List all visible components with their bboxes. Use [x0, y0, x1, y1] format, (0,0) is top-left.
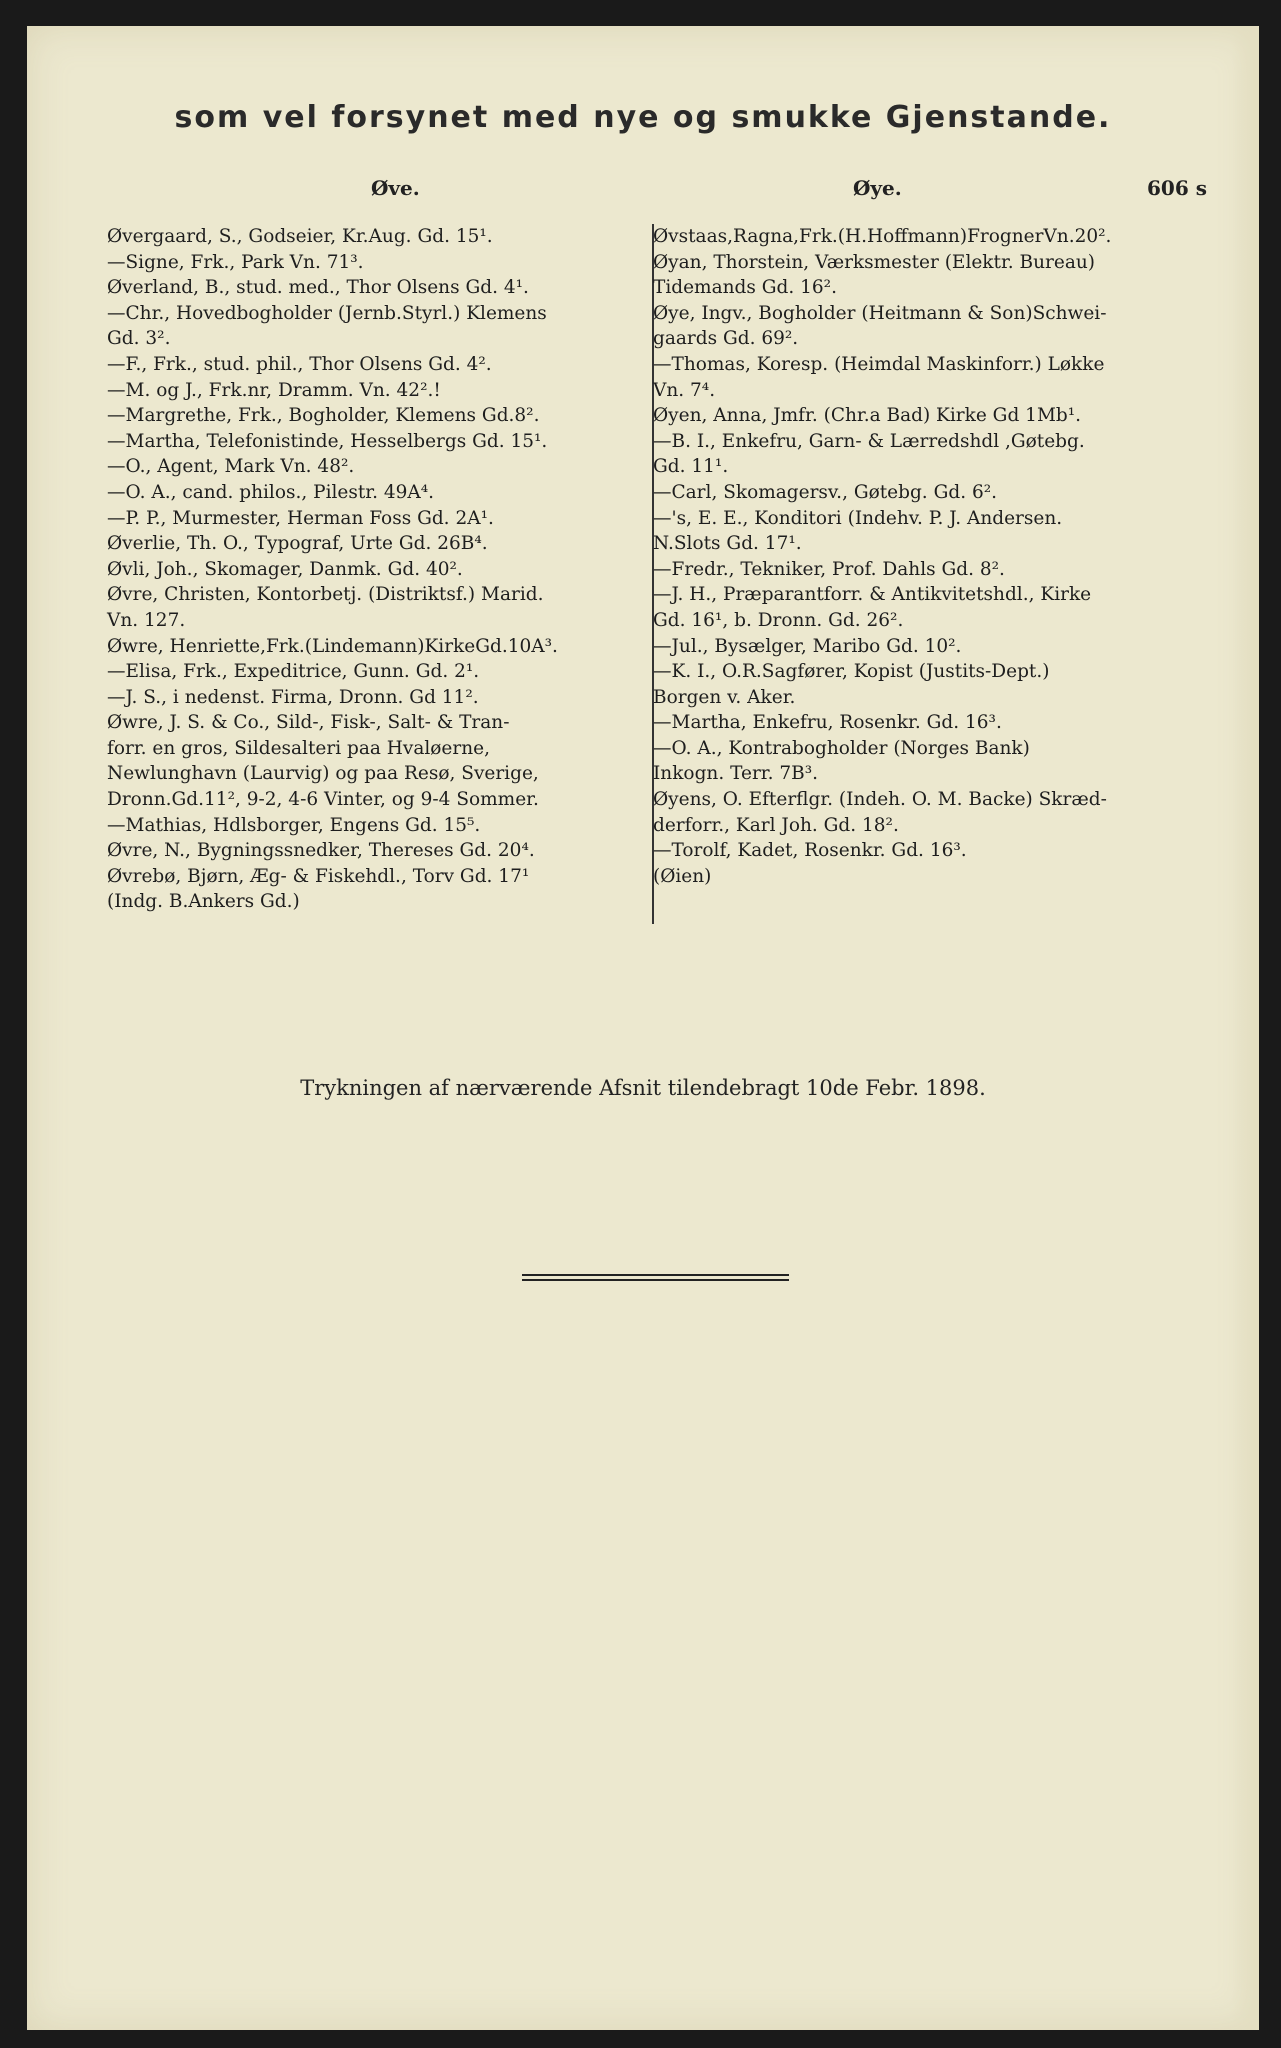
directory-entry-line: —O. A., Kontrabogholder (Norges Bank) [653, 737, 1030, 759]
left-column [107, 224, 677, 915]
directory-entry-line: forr. en gros, Sildesalteri paa Hvaløerne, [107, 737, 490, 759]
directory-entry-line: —Martha, Enkefru, Rosenkr. Gd. 16³. [653, 712, 1002, 734]
directory-entry-line: Inkogn. Terr. 7B³. [653, 763, 819, 785]
directory-entry-line: —O. A., cand. philos., Pilestr. 49A⁴. [107, 481, 435, 503]
directory-entry-line: Øye, Ingv., Bogholder (Heitmann & Son)Schwei- [653, 302, 1107, 324]
directory-entry-line: Øverlie, Th. O., Typograf, Urte Gd. 26B⁴. [107, 533, 488, 555]
directory-entry-line: Øvre, Christen, Kontorbetj. (Distriktsf.) Marid. [107, 584, 544, 606]
directory-entry-line: (Øien) [653, 865, 712, 887]
directory-entry-line: —Mathias, Hdlsborger, Engens Gd. 15⁵. [107, 814, 481, 836]
directory-entry-line: Øwre, Henriette,Frk.(Lindemann)KirkeGd.10A³. [107, 635, 558, 657]
advertisement-banner: som vel forsynet med nye og smukke Gjenstande. [174, 100, 1112, 135]
directory-entry-line: —Torolf, Kadet, Rosenkr. Gd. 16³. [653, 840, 967, 862]
directory-entry-line: Tidemands Gd. 16². [653, 277, 837, 299]
directory-entry-line: —Elisa, Frk., Expeditrice, Gunn. Gd. 2¹. [107, 661, 480, 683]
directory-entry-line: Øvre, N., Bygningssnedker, Thereses Gd. 20⁴. [107, 840, 535, 862]
page-number: 606 s [1147, 176, 1207, 200]
directory-entry-line: Borgen v. Aker. [653, 686, 796, 708]
directory-entry-line: —P. P., Murmester, Herman Foss Gd. 2A¹. [107, 507, 494, 529]
directory-entry-line: —J. H., Præparantforr. & Antikvitetshdl., Kirke [653, 584, 1092, 606]
directory-entry-line: gaards Gd. 69². [653, 328, 799, 350]
directory-entry-line: —B. I., Enkefru, Garn- & Lærredshdl ,Gøtebg. [653, 430, 1085, 452]
directory-entry-line: —Chr., Hovedbogholder (Jernb.Styrl.) Klemens [107, 302, 547, 324]
directory-entry-line: —Margrethe, Frk., Bogholder, Klemens Gd.8². [107, 405, 540, 427]
right-column-heading: Øye. [853, 176, 902, 200]
directory-entry-line: —Jul., Bysælger, Maribo Gd. 10². [653, 635, 962, 657]
directory-entry-line: Øwre, J. S. & Co., Sild-, Fisk-, Salt- & Tran- [107, 712, 510, 734]
directory-entry-line: —O., Agent, Mark Vn. 48². [107, 456, 355, 478]
directory-entry-line: Øyan, Thorstein, Værksmester (Elektr. Bureau) [653, 251, 1095, 273]
right-column [653, 224, 1228, 889]
directory-entry-line: Gd. 3². [107, 328, 171, 350]
directory-entry-line: (Indg. B.Ankers Gd.) [107, 891, 300, 913]
directory-entry-line: Newlunghavn (Laurvig) og paa Resø, Sverige, [107, 763, 539, 785]
directory-entry-line: derforr., Karl Joh. Gd. 18². [653, 814, 899, 836]
directory-entry-line: Øvergaard, S., Godseier, Kr.Aug. Gd. 15¹. [107, 226, 493, 247]
directory-entry-line: Dronn.Gd.11², 9-2, 4-6 Vinter, og 9-4 Sommer. [107, 789, 539, 811]
directory-entry-line: Øvli, Joh., Skomager, Danmk. Gd. 40². [107, 558, 463, 580]
directory-entry-line: Vn. 127. [107, 609, 186, 631]
directory-page [27, 26, 1259, 2030]
directory-entry-line: —M. og J., Frk.nr, Dramm. Vn. 42².! [107, 379, 441, 401]
directory-entry-line: —Signe, Frk., Park Vn. 71³. [107, 251, 364, 273]
directory-entry-line: Øyens, O. Efterflgr. (Indeh. O. M. Backe) Skræd- [653, 789, 1107, 811]
directory-entry-line: N.Slots Gd. 17¹. [653, 533, 802, 555]
directory-entry-line: Gd. 11¹. [653, 456, 729, 478]
directory-entry-line: Vn. 7⁴. [653, 379, 716, 401]
end-rule [522, 1274, 789, 1281]
printing-note: Trykningen af nærværende Afsnit tilendebragt 10de Febr. 1898. [300, 1076, 986, 1100]
directory-entry-line: Gd. 16¹, b. Dronn. Gd. 26². [653, 609, 904, 631]
page-edge [1231, 26, 1259, 2030]
directory-entry-line: —K. I., O.R.Sagfører, Kopist (Justits-Dept.) [653, 661, 1050, 683]
directory-entry-line: Øyen, Anna, Jmfr. (Chr.a Bad) Kirke Gd 1Mb¹. [653, 405, 1082, 427]
directory-entry-line: —Fredr., Tekniker, Prof. Dahls Gd. 8². [653, 558, 1005, 580]
directory-entry-line: —F., Frk., stud. phil., Thor Olsens Gd. 4². [107, 353, 492, 375]
directory-entry-line: Øvstaas,Ragna,Frk.(H.Hoffmann)FrognerVn.20². [653, 226, 1112, 247]
directory-entry-line: —Martha, Telefonistinde, Hesselbergs Gd. 15¹. [107, 430, 548, 452]
left-column-heading: Øve. [371, 176, 420, 200]
directory-entry-line: Øvrebø, Bjørn, Æg- & Fiskehdl., Torv Gd. 17¹ [107, 865, 530, 887]
directory-entry-line: —Thomas, Koresp. (Heimdal Maskinforr.) Løkke [653, 353, 1105, 375]
directory-entry-line: —'s, E. E., Konditori (Indehv. P. J. Andersen. [653, 507, 1063, 529]
directory-entry-line: —Carl, Skomagersv., Gøtebg. Gd. 6². [653, 481, 998, 503]
directory-entry-line: —J. S., i nedenst. Firma, Dronn. Gd 11². [107, 686, 479, 708]
directory-entry-line: Øverland, B., stud. med., Thor Olsens Gd. 4¹. [107, 277, 529, 299]
